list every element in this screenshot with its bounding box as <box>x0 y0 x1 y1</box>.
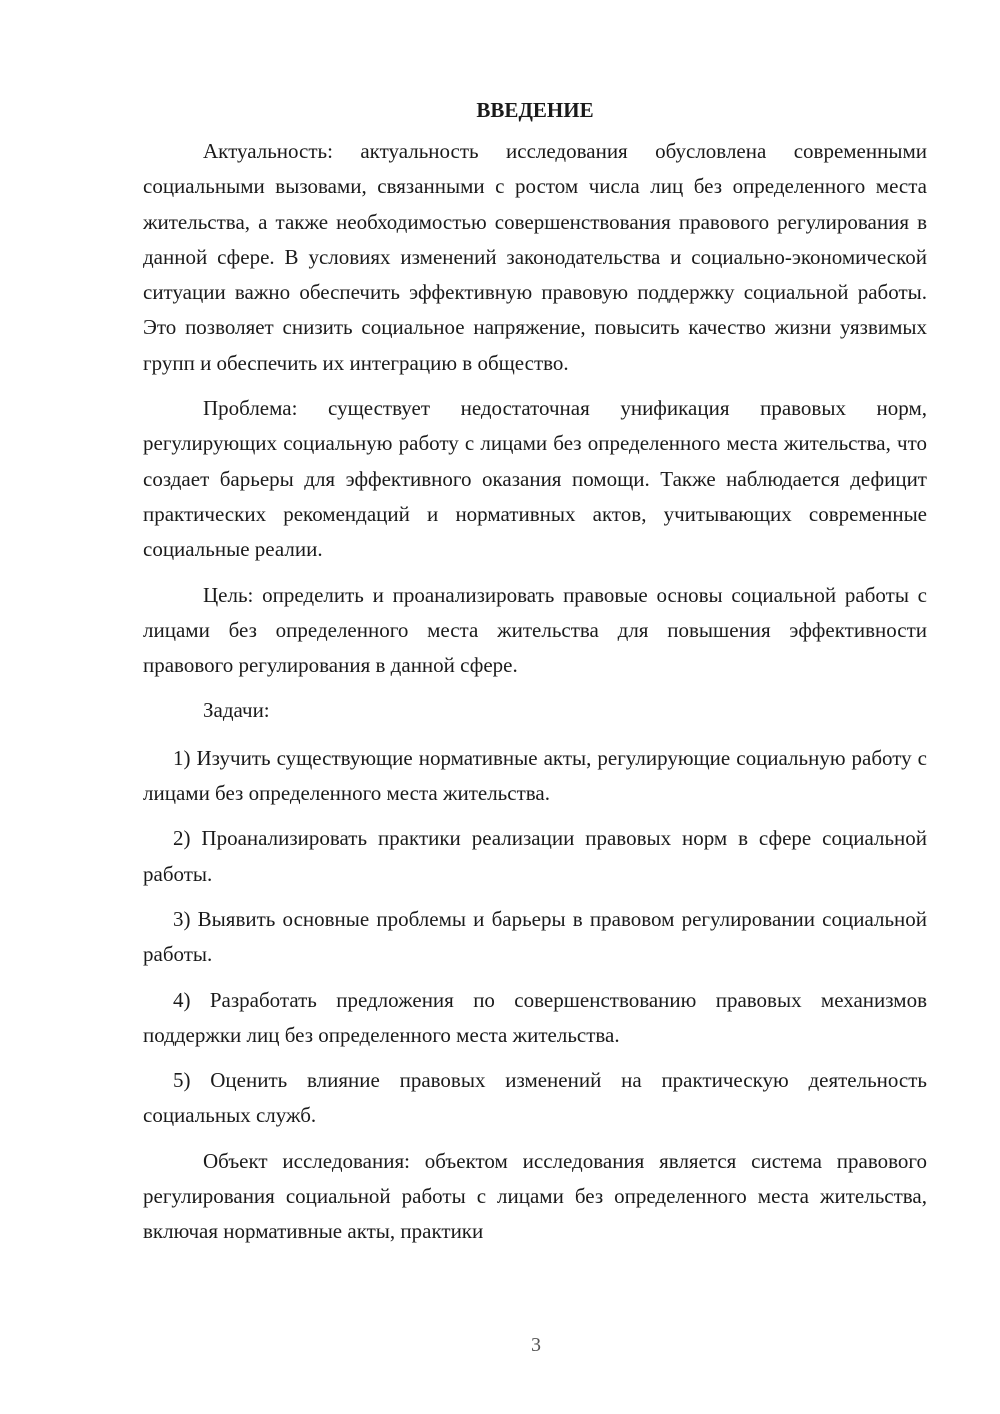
paragraph-problem: Проблема: существует недостаточная унификация правовых норм, регулирующих социальную работу с лицами без определенного места жительства, что создает барьеры для эффективного оказания помощи. Также наблюдается дефицит практических рекомендаций и нормативных актов, учитывающих современные социальные реалии. <box>143 396 927 562</box>
paragraph-goal: Цель: определить и проанализировать правовые основы социальной работы с лицами без определенного места жительства для повышения эффективности правового регулирования в данной сфере. <box>143 582 927 678</box>
task-item-2: 2) Проанализировать практики реализации правовых норм в сфере социальной работы. <box>143 826 927 886</box>
task-item-3: 3) Выявить основные проблемы и барьеры в правовом регулировании социальной работы. <box>143 906 927 967</box>
page-number: 3 <box>531 1334 541 1356</box>
task-item-4: 4) Разработать предложения по совершенствованию правовых механизмов поддержки лиц без определенного места жительства. <box>143 987 927 1047</box>
task-item-5: 5) Оценить влияние правовых изменений на практическую деятельность социальных служб. <box>143 1068 927 1128</box>
tasks-list <box>143 741 927 1134</box>
paragraph-relevance: Актуальность: актуальность исследования обусловлена современными социальными вызовами, связанными с ростом числа лиц без определенного места жительства, а также необходимостью совершенствования правового регулирования в данной сфере. В условиях изменений законодательства и социально-экономической ситуации важно обеспечить эффективную правовую поддержку социальной работы. Это позволяет снизить социальное напряжение, повысить качество жизни уязвимых групп и обеспечить их интеграцию в общество. <box>143 139 927 375</box>
section-heading: ВВЕДЕНИЕ <box>476 98 594 122</box>
paragraph-object: Объект исследования: объектом исследования является система правового регулирования социальной работы с лицами без определенного места жительства, включая нормативные акты, практики <box>143 1148 927 1244</box>
tasks-label: Задачи: <box>203 698 270 723</box>
document-page <box>143 93 927 1260</box>
task-item-1: 1) Изучить существующие нормативные акты, регулирующие социальную работу с лицами без определенного места жительства. <box>143 745 927 806</box>
